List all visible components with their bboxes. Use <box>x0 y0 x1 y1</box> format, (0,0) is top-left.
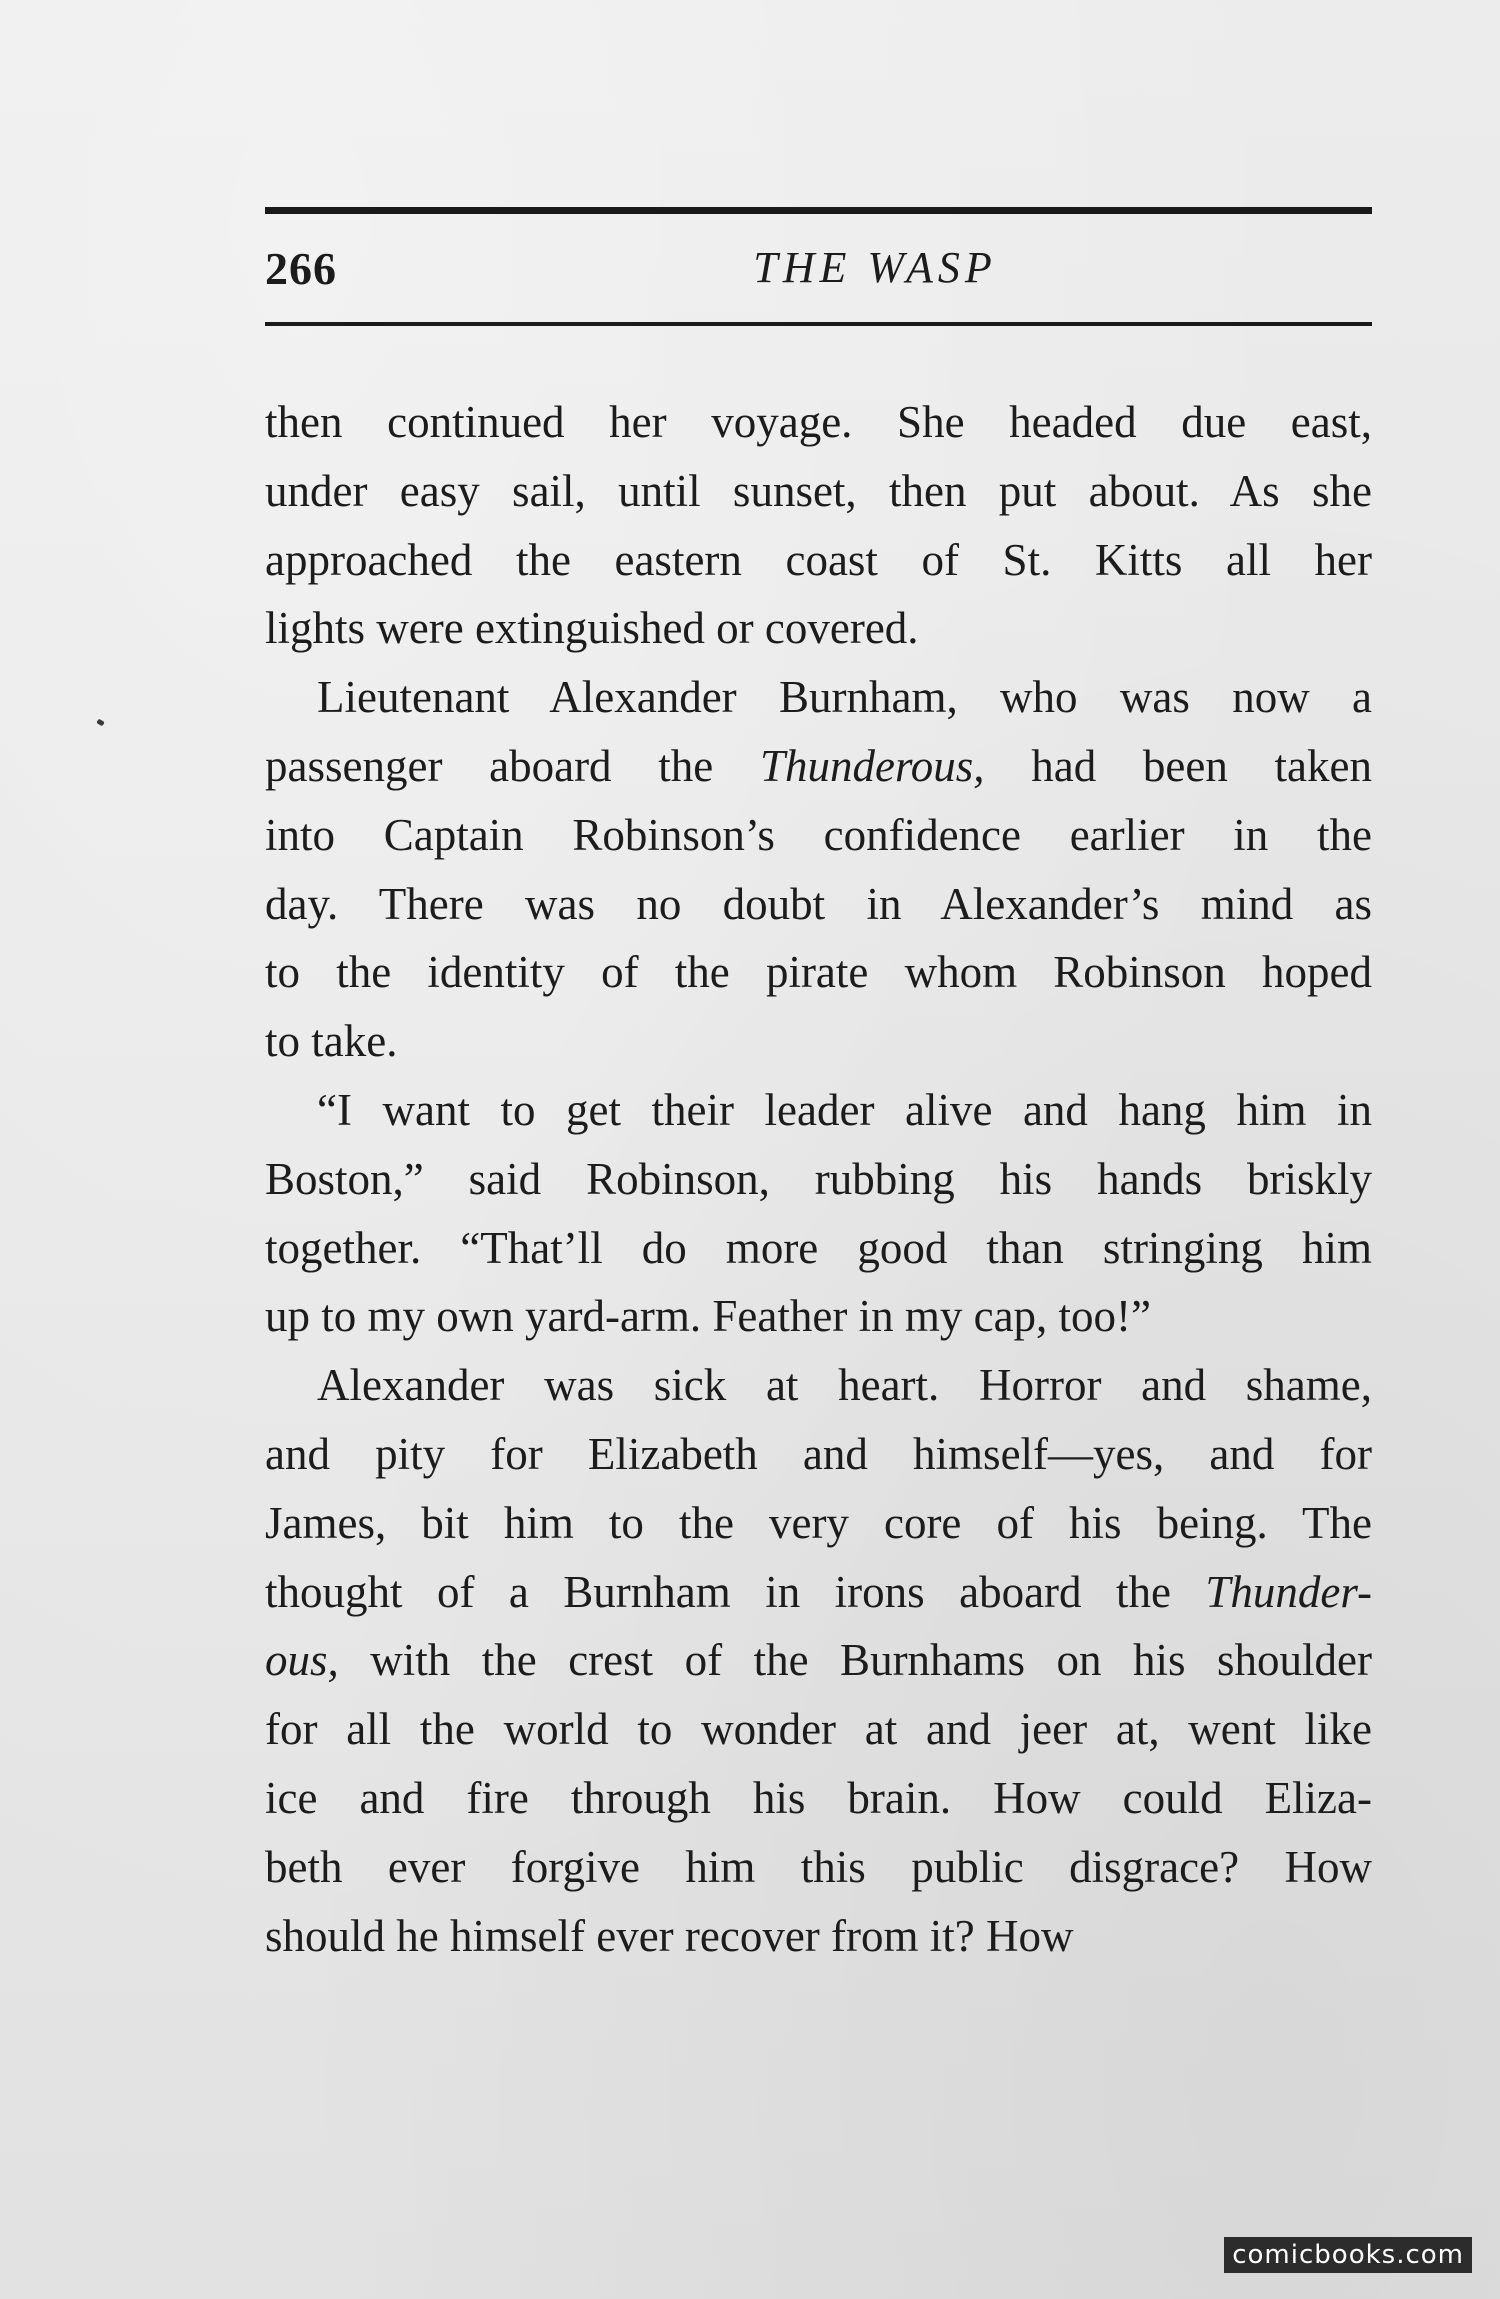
text-line: Lieutenant Alexander Burnham, who was now a <box>317 672 1372 723</box>
text-line: into Captain Robinson’s confidence earlier in the <box>265 809 1372 860</box>
text-line: Alexander was sick at heart. Horror and shame, <box>317 1360 1372 1411</box>
text-line: Boston,” said Robinson, rubbing his hands briskly <box>265 1153 1372 1204</box>
text-line: should he himself ever recover from it? How <box>265 1910 1074 1961</box>
text-line: James, bit him to the very core of his being. The <box>265 1497 1372 1548</box>
text-line: to take. <box>265 1016 398 1067</box>
paragraph <box>265 1351 1372 1970</box>
text-line: up to my own yard-arm. Feather in my cap, too!” <box>265 1291 1152 1342</box>
paragraph <box>265 388 1372 663</box>
watermark: comicbooks.com <box>1224 2237 1472 2273</box>
paragraph <box>265 663 1372 1076</box>
text-line: and pity for Elizabeth and himself—yes, and for <box>265 1428 1372 1479</box>
header-rule-top <box>265 207 1372 214</box>
text-line: lights were extinguished or covered. <box>265 603 919 654</box>
running-head <box>265 238 1372 308</box>
body-text <box>265 388 1372 1970</box>
text-line: passenger aboard the Thunderous, had been taken <box>265 740 1373 791</box>
text-line: approached the eastern coast of St. Kitts all her <box>265 534 1372 585</box>
text-line: ous, with the crest of the Burnhams on his shoulder <box>265 1635 1372 1686</box>
italic-text: ous, <box>265 1635 339 1686</box>
running-title: THE WASP <box>753 243 997 292</box>
text-line: for all the world to wonder at and jeer at, went like <box>265 1704 1372 1755</box>
text-line: ice and fire through his brain. How could Eliza- <box>265 1772 1372 1823</box>
text-line: thought of a Burnham in irons aboard the Thunder- <box>265 1566 1372 1617</box>
text-line: together. “That’ll do more good than stringing him <box>265 1222 1372 1273</box>
text-line: to the identity of the pirate whom Robinson hoped <box>265 947 1372 998</box>
page-number: 266 <box>265 243 337 294</box>
text-line: beth ever forgive him this public disgrace? How <box>265 1841 1372 1892</box>
text-line: “I want to get their leader alive and hang him in <box>317 1084 1372 1135</box>
text-line: day. There was no doubt in Alexander’s mind as <box>265 878 1372 929</box>
italic-text: Thunder- <box>1205 1566 1372 1617</box>
paragraph <box>265 1076 1372 1351</box>
text-line: under easy sail, until sunset, then put about. As she <box>265 465 1372 516</box>
italic-text: Thunderous, <box>759 740 985 791</box>
header-rule-bottom <box>265 322 1372 326</box>
text-line: then continued her voyage. She headed due east, <box>265 397 1372 447</box>
paper-speck <box>96 719 105 727</box>
